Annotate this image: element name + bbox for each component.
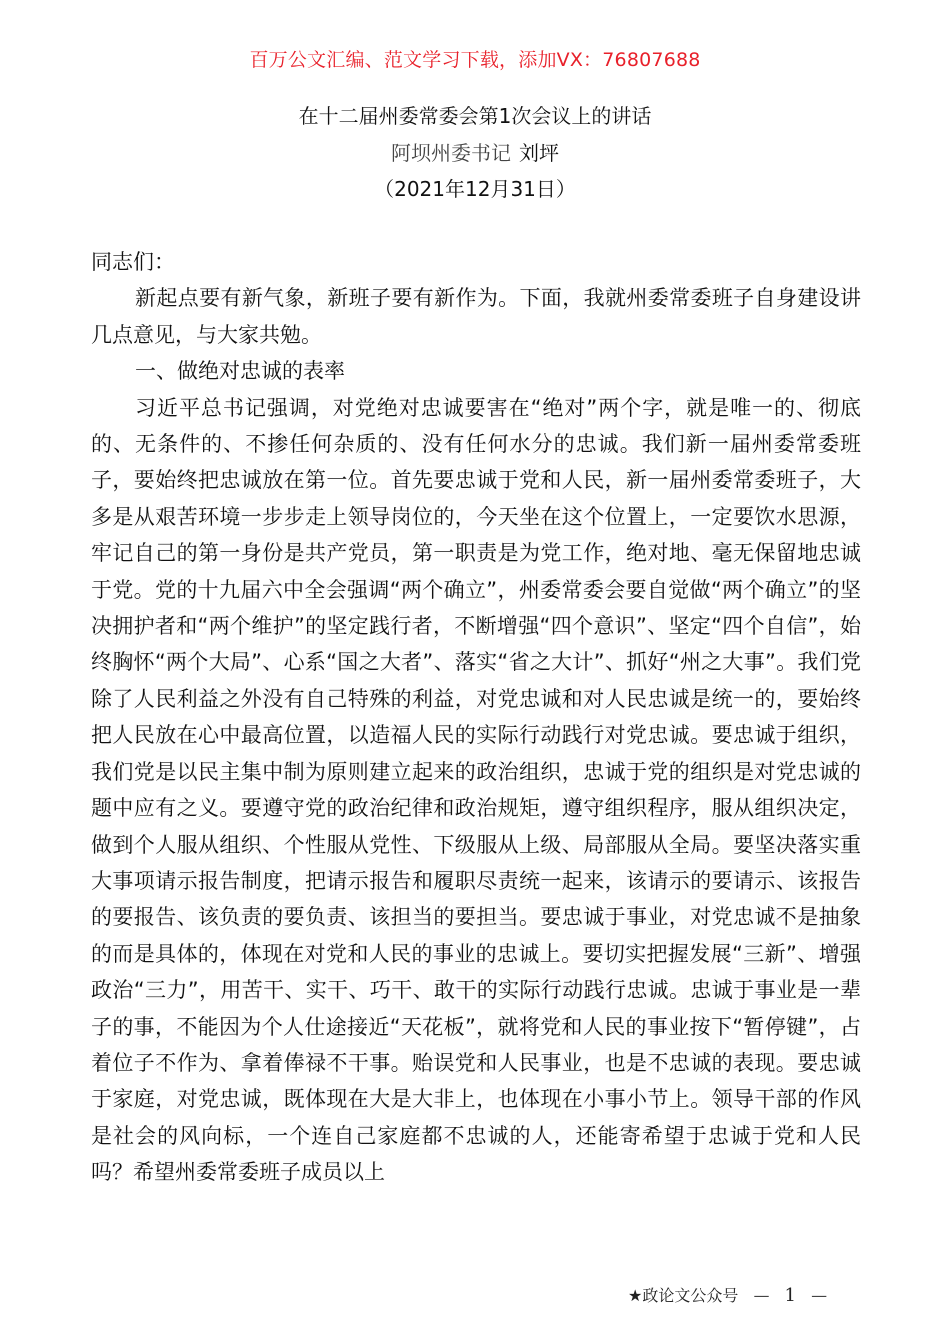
section-heading: 一、做绝对忠诚的表率: [135, 359, 345, 384]
footer-source: ★政论文公众号: [628, 1286, 739, 1305]
salutation: 同志们：: [91, 250, 175, 274]
document-date: （2021年12月31日）: [374, 177, 576, 201]
intro-paragraph: 新起点要有新气象，新班子要有新作为。下面，我就州委常委班子自身建设讲几点意见，与大家共勉。: [91, 286, 861, 347]
author-line: [0, 137, 950, 166]
footer-dash-right: —: [811, 1286, 828, 1305]
page-number: 1: [784, 1285, 796, 1306]
author-name: 刘坪: [519, 141, 559, 165]
document-body: [91, 244, 861, 1191]
body-paragraph: 习近平总书记强调，对党绝对忠诚要害在“绝对”两个字，就是唯一的、彻底的、无条件的、不掺任何杂质的、没有任何水分的忠诚。我们新一届州委常委班子，要始终把忠诚放在第一位。首先要忠诚于党和人民，新一届州委常委班子，大多是从艰苦环境一步步走上领导岗位的，今天坐在这个位置上，一定要饮水思源，牢记自己的第一身份是共产党员，第一职责是为党工作，绝对地、毫无保留地忠诚于党。党的十九届六中全会强调“两个确立”，州委常委会要自觉做“两个确立”的坚决拥护者和“两个维护”的坚定践行者，不断增强“四个意识”、坚定“四个自信”，始终胸怀“两个大局”、心系“国之大者”、落实“省之大计”、抓好“州之大事”。我们党除了人民利益之外没有自己特殊的利益，对党忠诚和对人民忠诚是统一的，要始终把人民放在心中最高位置，以造福人民的实际行动践行对党忠诚。要忠诚于组织，我们党是以民主集中制为原则建立起来的政治组织，忠诚于党的组织是对党忠诚的题中应有之义。要遵守党的政治纪律和政治规矩，遵守组织程序，服从组织决定，做到个人服从组织、个性服从党性、下级服从上级、局部服从全局。要坚决落实重大事项请示报告制度，把请示报告和履职尽责统一起来，该请示的要请示、该报告的要报告、该负责的要负责、该担当的要担当。要忠诚于事业，对党忠诚不是抽象的而是具体的，体现在对党和人民的事业的忠诚上。要切实把握发展“三新”、增强政治“三力”，用苦干、实干、巧干、敢干的实际行动践行忠诚。忠诚于事业是一辈子的事，不能因为个人仕途接近“天花板”，就将党和人民的事业按下“暂停键”，占着位子不作为、拿着俸禄不干事。贻误党和人民事业，也是不忠诚的表现。要忠诚于家庭，对党忠诚，既体现在大是大非上，也体现在小事小节上。领导干部的作风是社会的风向标，一个连自己家庭都不忠诚的人，还能寄希望于忠诚于党和人民吗？希望州委常委班子成员以上: [91, 395, 861, 1185]
footer-dash-left: —: [753, 1286, 770, 1305]
author-organization: 阿坝州委书记: [391, 141, 511, 165]
watermark-banner: 百万公文汇编、范文学习下载，添加VX：76807688: [249, 49, 701, 71]
document-title: 在十二届州委常委会第1次会议上的讲话: [298, 104, 652, 128]
page-footer: [628, 1283, 827, 1306]
